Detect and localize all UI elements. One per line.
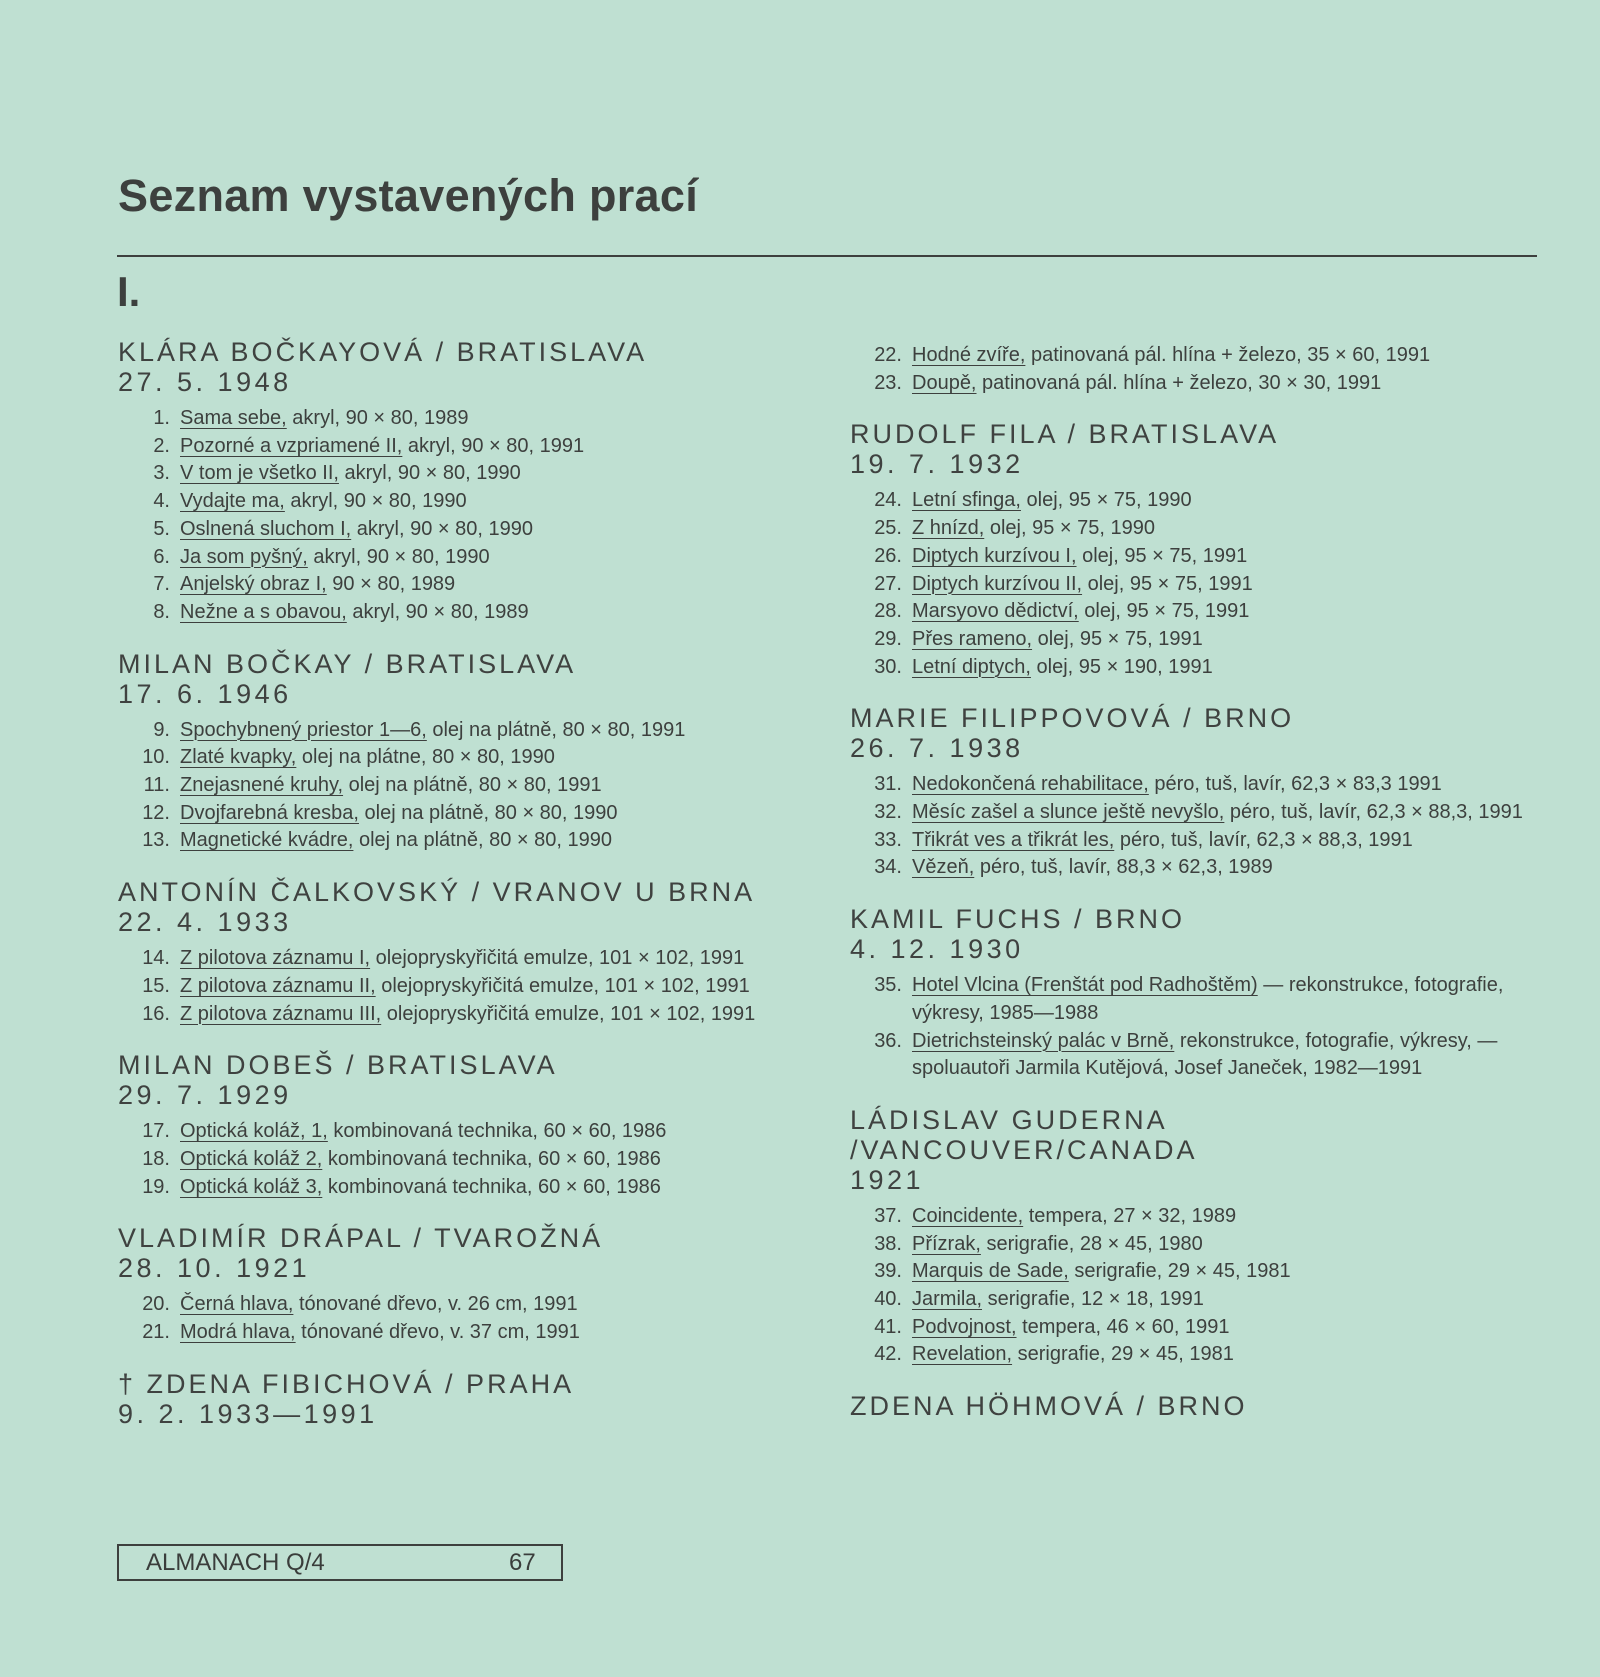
work-description bbox=[912, 515, 1570, 543]
work-description bbox=[180, 800, 838, 828]
work-title: Z hnízd, bbox=[912, 517, 985, 540]
work-item bbox=[118, 772, 838, 800]
work-title: Coincidente, bbox=[912, 1204, 1024, 1227]
work-details: olejopryskyřičitá emulze, 101 × 102, 1991 bbox=[381, 1002, 756, 1025]
work-details: olej, 95 × 75, 1990 bbox=[984, 517, 1155, 540]
work-title: Modrá hlava, bbox=[180, 1321, 296, 1344]
work-details: olejopryskyřičitá emulze, 101 × 102, 1991 bbox=[370, 947, 745, 970]
work-description bbox=[912, 626, 1570, 654]
work-details: akryl, 90 × 80, 1990 bbox=[307, 545, 490, 568]
work-title: Pozorné a vzpriamené II, bbox=[180, 434, 403, 457]
work-number: 11. bbox=[143, 774, 170, 797]
work-title: Jarmila, bbox=[912, 1288, 983, 1311]
works-list bbox=[118, 717, 838, 856]
work-item bbox=[118, 1291, 838, 1319]
work-details: akryl, 90 × 80, 1990 bbox=[351, 517, 533, 540]
work-details: kombinovaná technika, 60 × 60, 1986 bbox=[322, 1147, 661, 1170]
work-item bbox=[850, 1028, 1570, 1083]
work-details: péro, tuš, lavír, 88,3 × 62,3, 1989 bbox=[974, 856, 1273, 879]
artist-dates: 19. 7. 1932 bbox=[850, 449, 1024, 480]
work-number: 22. bbox=[874, 344, 902, 366]
work-item bbox=[118, 1146, 838, 1174]
work-description bbox=[180, 1319, 838, 1347]
work-number: 31. bbox=[874, 773, 902, 796]
work-description bbox=[912, 598, 1570, 626]
work-description bbox=[912, 1258, 1570, 1286]
work-description bbox=[912, 654, 1570, 682]
work-title: Podvojnost, bbox=[912, 1315, 1017, 1338]
work-item bbox=[850, 1258, 1570, 1286]
artist-dates: 17. 6. 1946 bbox=[118, 678, 292, 709]
work-item bbox=[850, 1231, 1570, 1259]
work-description bbox=[180, 433, 838, 461]
work-item bbox=[850, 972, 1570, 1027]
work-title: Revelation, bbox=[912, 1343, 1013, 1366]
works-list bbox=[850, 972, 1570, 1083]
work-item bbox=[118, 460, 838, 488]
work-title: Přes rameno, bbox=[912, 627, 1033, 650]
artist-dates: 26. 7. 1938 bbox=[850, 733, 1024, 764]
work-details: tónované dřevo, v. 37 cm, 1991 bbox=[295, 1321, 580, 1344]
work-item bbox=[118, 945, 838, 973]
work-details: olej, 95 × 75, 1990 bbox=[1020, 489, 1192, 512]
work-description bbox=[180, 744, 838, 772]
work-number: 3. bbox=[153, 462, 170, 485]
artist-gap bbox=[118, 627, 838, 649]
work-description bbox=[180, 1118, 838, 1146]
work-details: serigrafie, 29 × 45, 1981 bbox=[1068, 1260, 1291, 1283]
work-details: kombinovaná technika, 60 × 60, 1986 bbox=[322, 1175, 661, 1198]
work-details: olej na plátně, 80 × 80, 1990 bbox=[358, 801, 618, 824]
work-number: 6. bbox=[153, 545, 170, 568]
work-description bbox=[180, 945, 838, 973]
work-item bbox=[118, 405, 838, 433]
artist-entry bbox=[850, 1083, 1570, 1369]
artist-entry bbox=[850, 882, 1570, 1083]
work-number: 36. bbox=[874, 1029, 902, 1052]
work-details: olej, 95 × 75, 1991 bbox=[1032, 627, 1203, 650]
artist-entry bbox=[118, 337, 838, 627]
artist-name: KLÁRA BOČKAYOVÁ / BRATISLAVA bbox=[118, 337, 648, 367]
work-item bbox=[850, 854, 1570, 882]
artist-name: ZDENA HÖHMOVÁ / BRNO bbox=[850, 1391, 1248, 1422]
footer-box bbox=[117, 1544, 563, 1581]
work-item bbox=[118, 516, 838, 544]
artist-dates: 4. 12. 1930 bbox=[850, 934, 1024, 965]
work-number: 18. bbox=[142, 1147, 170, 1170]
work-description bbox=[912, 370, 1570, 398]
artist-entry bbox=[850, 681, 1570, 882]
work-number: 20. bbox=[142, 1293, 170, 1316]
work-item bbox=[118, 744, 838, 772]
work-number: 32. bbox=[874, 801, 902, 824]
work-details: akryl, 90 × 80, 1990 bbox=[338, 462, 521, 485]
work-number: 29. bbox=[874, 627, 902, 650]
artist-gap bbox=[118, 1347, 838, 1369]
work-number: 17. bbox=[142, 1120, 170, 1143]
work-title: V tom je všetko II, bbox=[180, 462, 339, 485]
work-description bbox=[912, 487, 1570, 515]
work-details: olej, 95 × 75, 1991 bbox=[1082, 572, 1253, 595]
works-list bbox=[118, 405, 838, 627]
work-number: 12. bbox=[142, 801, 170, 824]
artist-name: MILAN BOČKAY / BRATISLAVA bbox=[118, 648, 577, 679]
work-number: 40. bbox=[874, 1288, 902, 1311]
work-description bbox=[180, 405, 838, 433]
work-item bbox=[850, 1314, 1570, 1342]
work-number: 2. bbox=[153, 434, 170, 457]
work-description bbox=[180, 1174, 838, 1202]
work-description bbox=[912, 1286, 1570, 1314]
work-number: 23. bbox=[874, 371, 902, 394]
work-number: 1. bbox=[153, 407, 170, 429]
work-title: Dvojfarebná kresba, bbox=[180, 801, 359, 824]
work-number: 30. bbox=[874, 655, 902, 678]
artist-dates: 27. 5. 1948 bbox=[118, 367, 292, 397]
work-item bbox=[850, 1203, 1570, 1231]
work-details: kombinovaná technika, 60 × 60, 1986 bbox=[327, 1120, 667, 1143]
work-details: tónované dřevo, v. 26 cm, 1991 bbox=[293, 1293, 578, 1316]
artist-name: RUDOLF FILA / BRATISLAVA bbox=[850, 419, 1280, 450]
work-description bbox=[180, 827, 838, 855]
artist-name: † ZDENA FIBICHOVÁ / PRAHA bbox=[118, 1368, 575, 1399]
artist-dates: 22. 4. 1933 bbox=[118, 907, 292, 938]
work-number: 35. bbox=[874, 974, 902, 997]
work-details: serigrafie, 28 × 45, 1980 bbox=[980, 1232, 1203, 1255]
work-details: olej, 95 × 75, 1991 bbox=[1076, 544, 1248, 567]
work-item bbox=[850, 827, 1570, 855]
right-column bbox=[850, 342, 1570, 1421]
artist-gap bbox=[118, 1028, 838, 1050]
page-title: Seznam vystavených prací bbox=[118, 170, 699, 221]
work-description bbox=[180, 544, 838, 572]
work-title: Vydajte ma, bbox=[180, 490, 285, 513]
work-title: Magnetické kvádre, bbox=[180, 829, 354, 852]
artist-entry bbox=[118, 855, 838, 1028]
work-details: akryl, 90 × 80, 1989 bbox=[346, 600, 529, 623]
work-item bbox=[118, 717, 838, 745]
work-item bbox=[118, 827, 838, 855]
work-title: Zlaté kvapky, bbox=[180, 746, 297, 769]
work-title: Měsíc zašel a slunce ještě nevyšlo, bbox=[912, 801, 1225, 824]
work-number: 13. bbox=[142, 829, 170, 852]
work-details: tempera, 27 × 32, 1989 bbox=[1023, 1204, 1237, 1227]
work-item bbox=[118, 488, 838, 516]
artist-gap bbox=[850, 882, 1570, 904]
artist-name: KAMIL FUCHS / BRNO bbox=[850, 904, 1186, 935]
work-title: Černá hlava, bbox=[180, 1293, 294, 1316]
work-description bbox=[180, 516, 838, 544]
work-title: Optická koláž 3, bbox=[180, 1175, 323, 1198]
artist-name: VLADIMÍR DRÁPAL / TVAROŽNÁ bbox=[118, 1223, 604, 1254]
work-number: 15. bbox=[142, 974, 170, 997]
work-details: olej na plátně, 80 × 80, 1990 bbox=[353, 829, 612, 852]
work-number: 28. bbox=[874, 600, 902, 623]
work-title: Spochybnený priestor 1—6, bbox=[180, 718, 427, 741]
work-number: 9. bbox=[153, 718, 170, 741]
work-item bbox=[118, 599, 838, 627]
artist-entry bbox=[850, 342, 1570, 397]
work-item bbox=[850, 1341, 1570, 1369]
artist-name: MARIE FILIPPOVOVÁ / BRNO bbox=[850, 703, 1295, 734]
work-item bbox=[850, 370, 1570, 398]
work-details: olejopryskyřičitá emulze, 101 × 102, 1991 bbox=[375, 974, 750, 997]
work-description bbox=[912, 543, 1570, 571]
work-details: péro, tuš, lavír, 62,3 × 88,3, 1991 bbox=[1114, 828, 1413, 851]
work-description bbox=[912, 771, 1570, 799]
work-title: Z pilotova záznamu III, bbox=[180, 1002, 382, 1025]
work-number: 8. bbox=[153, 600, 170, 623]
artist-gap bbox=[850, 1083, 1570, 1105]
work-details: akryl, 90 × 80, 1990 bbox=[284, 490, 467, 513]
work-details: olej na plátně, 80 × 80, 1991 bbox=[426, 718, 686, 741]
work-item bbox=[118, 433, 838, 461]
footer-publication: ALMANACH Q/4 bbox=[146, 1549, 325, 1576]
work-title: Z pilotova záznamu I, bbox=[180, 947, 371, 970]
work-number: 26. bbox=[874, 544, 902, 567]
work-description bbox=[912, 1028, 1570, 1083]
work-number: 24. bbox=[874, 489, 902, 512]
work-item bbox=[850, 626, 1570, 654]
work-details: rekonstrukce, fotografie, výkresy, — spoluautoři Jarmila Kutějová, Josef Janeček, 1982—1991 bbox=[912, 1029, 1498, 1080]
work-title: Z pilotova záznamu II, bbox=[180, 974, 376, 997]
works-list bbox=[850, 342, 1570, 397]
work-item bbox=[850, 342, 1570, 370]
work-item bbox=[850, 771, 1570, 799]
work-number: 5. bbox=[153, 517, 170, 540]
work-number: 21. bbox=[142, 1321, 170, 1344]
work-number: 25. bbox=[874, 517, 902, 540]
work-item bbox=[850, 515, 1570, 543]
work-number: 19. bbox=[142, 1175, 170, 1198]
artist-dates: 9. 2. 1933—1991 bbox=[118, 1398, 378, 1429]
work-title: Letní diptych, bbox=[912, 655, 1031, 678]
work-number: 34. bbox=[874, 856, 902, 879]
work-title: Letní sfinga, bbox=[912, 489, 1021, 512]
work-item bbox=[850, 571, 1570, 599]
work-item bbox=[850, 487, 1570, 515]
work-details: péro, tuš, lavír, 62,3 × 83,3 1991 bbox=[1148, 773, 1442, 796]
work-description bbox=[912, 854, 1570, 882]
work-title: Znejasnené kruhy, bbox=[180, 774, 344, 797]
works-list bbox=[118, 1291, 838, 1346]
work-details: olej na plátne, 80 × 80, 1990 bbox=[296, 746, 555, 769]
left-column bbox=[118, 337, 838, 1429]
work-description bbox=[912, 827, 1570, 855]
work-title: Doupě, bbox=[912, 371, 977, 394]
work-item bbox=[850, 598, 1570, 626]
artist-name: LÁDISLAV GUDERNA /VANCOUVER/CANADA bbox=[850, 1104, 1198, 1165]
work-title: Třikrát ves a třikrát les, bbox=[912, 828, 1115, 851]
work-item bbox=[850, 1286, 1570, 1314]
artist-name: MILAN DOBEŠ / BRATISLAVA bbox=[118, 1050, 558, 1081]
artist-entry bbox=[118, 627, 838, 856]
work-title: Ja som pyšný, bbox=[180, 545, 308, 568]
work-description bbox=[912, 342, 1570, 370]
section-number: I. bbox=[117, 268, 141, 315]
work-number: 37. bbox=[874, 1204, 902, 1227]
work-details: patinovaná pál. hlína + železo, 35 × 60, 1991 bbox=[1025, 344, 1431, 366]
work-description bbox=[180, 460, 838, 488]
works-list bbox=[118, 1118, 838, 1201]
title-rule bbox=[117, 255, 1537, 257]
work-description bbox=[912, 1231, 1570, 1259]
work-title: Hotel Vlcina (Frenštát pod Radhoštěm) bbox=[912, 974, 1258, 997]
page-number: 67 bbox=[509, 1549, 536, 1576]
artist-gap bbox=[850, 397, 1570, 419]
work-item bbox=[118, 1319, 838, 1347]
work-title: Sama sebe, bbox=[180, 407, 287, 429]
artist-entry bbox=[118, 1347, 838, 1429]
work-number: 41. bbox=[874, 1315, 902, 1338]
work-number: 27. bbox=[874, 572, 902, 595]
work-details: olej, 95 × 190, 1991 bbox=[1030, 655, 1213, 678]
work-title: Diptych kurzívou II, bbox=[912, 572, 1083, 595]
artist-gap bbox=[118, 855, 838, 877]
work-number: 16. bbox=[142, 1002, 170, 1025]
work-description bbox=[180, 973, 838, 1001]
work-title: Optická koláž, 1, bbox=[180, 1120, 328, 1143]
work-title: Vězeň, bbox=[912, 856, 975, 879]
work-number: 4. bbox=[153, 490, 170, 513]
work-description bbox=[912, 1341, 1570, 1369]
works-list bbox=[850, 487, 1570, 681]
work-details: péro, tuš, lavír, 62,3 × 88,3, 1991 bbox=[1224, 801, 1523, 824]
work-title: Diptych kurzívou I, bbox=[912, 544, 1077, 567]
work-number: 10. bbox=[142, 746, 170, 769]
work-details: akryl, 90 × 80, 1991 bbox=[402, 434, 585, 457]
artist-dates: 28. 10. 1921 bbox=[118, 1253, 311, 1284]
work-number: 39. bbox=[874, 1260, 902, 1283]
work-number: 14. bbox=[142, 947, 170, 970]
work-details: — rekonstrukce, fotografie, výkresy, 1985—1988 bbox=[912, 974, 1504, 1024]
work-details: tempera, 46 × 60, 1991 bbox=[1016, 1315, 1230, 1338]
work-title: Dietrichsteinský palác v Brně, bbox=[912, 1029, 1175, 1052]
work-item bbox=[118, 1174, 838, 1202]
work-title: Marquis de Sade, bbox=[912, 1260, 1069, 1283]
work-number: 38. bbox=[874, 1232, 902, 1255]
artist-dates: 1921 bbox=[850, 1164, 925, 1195]
work-title: Marsyovo dědictví, bbox=[912, 600, 1079, 623]
work-details: serigrafie, 29 × 45, 1981 bbox=[1012, 1343, 1234, 1366]
work-description bbox=[180, 1146, 838, 1174]
work-item bbox=[850, 654, 1570, 682]
work-description bbox=[912, 1314, 1570, 1342]
work-number: 33. bbox=[874, 828, 902, 851]
work-item bbox=[118, 544, 838, 572]
work-title: Nežne a s obavou, bbox=[180, 600, 347, 623]
work-details: serigrafie, 12 × 18, 1991 bbox=[982, 1288, 1204, 1311]
work-number: 7. bbox=[153, 573, 170, 596]
artist-entry bbox=[118, 1028, 838, 1201]
work-item bbox=[850, 799, 1570, 827]
artist-gap bbox=[118, 1201, 838, 1223]
work-number: 42. bbox=[874, 1343, 902, 1366]
work-title: Optická koláž 2, bbox=[180, 1147, 323, 1170]
work-description bbox=[180, 717, 838, 745]
work-item bbox=[118, 973, 838, 1001]
work-title: Oslnená sluchom I, bbox=[180, 517, 352, 540]
artist-gap bbox=[850, 1369, 1570, 1391]
work-description bbox=[912, 972, 1570, 1027]
work-description bbox=[180, 1001, 838, 1029]
work-title: Přízrak, bbox=[912, 1232, 981, 1255]
work-description bbox=[180, 772, 838, 800]
work-description bbox=[180, 488, 838, 516]
work-title: Anjelský obraz I, bbox=[180, 573, 327, 596]
artist-entry bbox=[850, 397, 1570, 681]
work-description bbox=[912, 1203, 1570, 1231]
work-description bbox=[180, 571, 838, 599]
work-item bbox=[118, 1001, 838, 1029]
work-details: 90 × 80, 1989 bbox=[326, 573, 456, 596]
artist-dates: 29. 7. 1929 bbox=[118, 1080, 292, 1111]
work-details: olej na plátně, 80 × 80, 1991 bbox=[343, 774, 602, 797]
work-item bbox=[118, 1118, 838, 1146]
work-title: Nedokončená rehabilitace, bbox=[912, 773, 1149, 796]
artist-name: ANTONÍN ČALKOVSKÝ / VRANOV U BRNA bbox=[118, 877, 756, 908]
artist-gap bbox=[850, 681, 1570, 703]
artist-entry bbox=[118, 1201, 838, 1346]
work-description bbox=[180, 1291, 838, 1319]
work-details: patinovaná pál. hlína + železo, 30 × 30, 1991 bbox=[976, 371, 1382, 394]
work-item bbox=[118, 571, 838, 599]
works-list bbox=[850, 771, 1570, 882]
works-list bbox=[850, 1203, 1570, 1369]
work-item bbox=[850, 543, 1570, 571]
work-description bbox=[912, 571, 1570, 599]
work-title: Hodné zvíře, bbox=[912, 344, 1026, 366]
work-details: akryl, 90 × 80, 1989 bbox=[286, 407, 469, 429]
work-item bbox=[118, 800, 838, 828]
artist-entry bbox=[850, 1369, 1570, 1421]
works-list bbox=[118, 945, 838, 1028]
work-description bbox=[180, 599, 838, 627]
work-description bbox=[912, 799, 1570, 827]
work-details: olej, 95 × 75, 1991 bbox=[1078, 600, 1250, 623]
